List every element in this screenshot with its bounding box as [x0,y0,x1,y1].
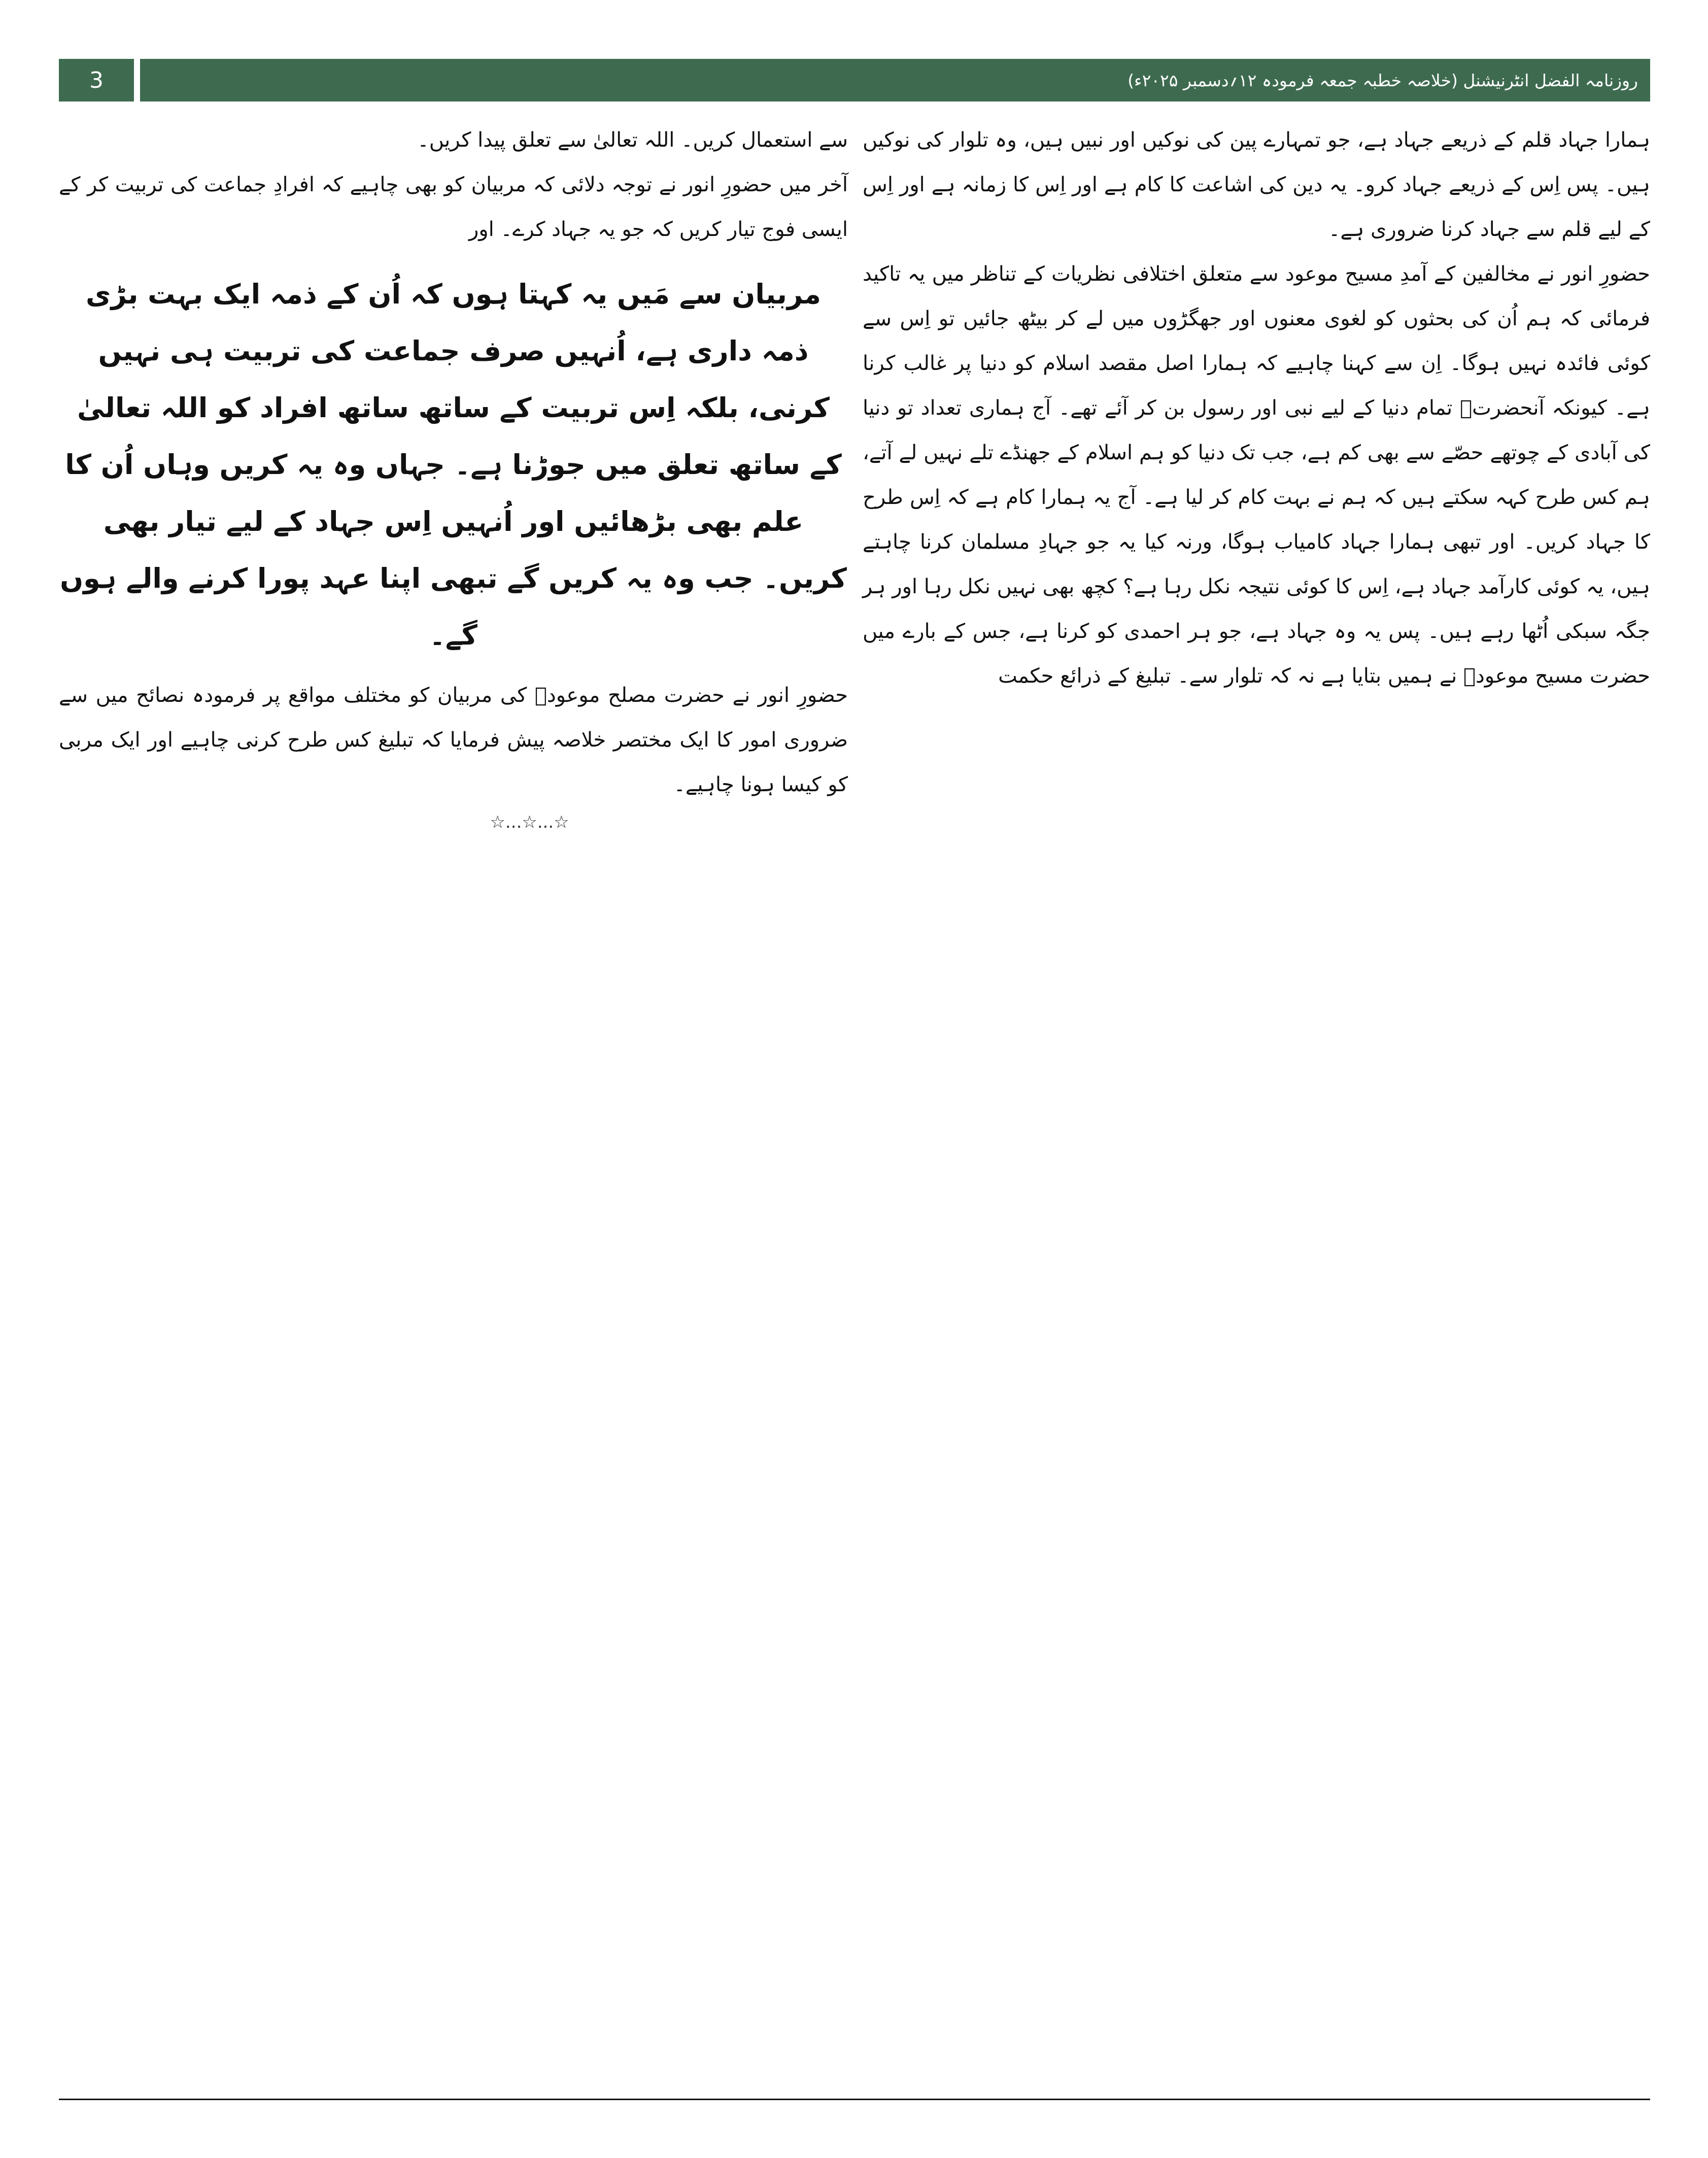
left-column [59,118,848,837]
footer-divider [59,2099,1650,2100]
right-column [863,118,1650,698]
highlighted-quote: مربیان سے مَیں یہ کہتا ہوں کہ اُن کے ذمہ ایک بہت بڑی ذمہ داری ہے، اُنہیں صرف جماعت کی تربیت ہی نہیں کرنی، بلکہ اِس تربیت کے ساتھ ساتھ افراد کو اللہ تعالیٰ کے ساتھ تعلق میں جوڑنا ہے۔ جہاں وہ یہ کریں وہاں اُن کا علم بھی بڑھائیں اور اُنہیں اِس جہاد کے لیے تیار بھی کریں۔ جب وہ یہ کریں گے تبھی اپنا عہد پورا کرنے والے ہوں گے۔ [60,278,847,651]
page-header [59,59,1650,102]
paragraph: ہمارا جہاد قلم کے ذریعے جہاد ہے، جو تمہارے پین کی نوکیں اور نبیں ہیں، وہ تلوار کی نوکیں ہیں۔ پس اِس کے ذریعے جہاد کرو۔ یہ دین کی اشاعت کا کام ہے اور اِس کا زمانہ ہے اور اِس کے لیے قلم سے جہاد کرنا ضروری ہے۔ [863,128,1650,241]
end-mark: ☆...☆...☆ [490,812,569,832]
newspaper-title: روزنامہ الفضل انٹرنیشنل (خلاصہ خطبہ جمعہ فرمودہ ۱۲؍دسمبر ۲۰۲۵ء) [140,59,1650,102]
paragraph: آخر میں حضورِ انور نے توجہ دلائی کہ مربیان کو بھی چاہیے کہ افرادِ جماعت کی تربیت کر کے ایسی فوج تیار کریں کہ جو یہ جہاد کرے۔ اور [59,173,848,241]
paragraph: حضورِ انور نے حضرت مصلح موعودؓ کی مربیان کو مختلف مواقع پر فرمودہ نصائح میں سے ضروری امور کا ایک مختصر خلاصہ پیش فرمایا کہ تبلیغ کس طرح کرنی چاہیے اور ایک مربی کو کیسا ہونا چاہیے۔ [59,684,848,796]
paragraph: حضورِ انور نے مخالفین کے آمدِ مسیح موعود سے متعلق اختلافی نظریات کے تناظر میں یہ تاکید فرمائی کہ ہم اُن کی بحثوں کو لغوی معنوں اور جھگڑوں میں لے کر بیٹھ جائیں تو اِس سے کوئی فائدہ نہیں ہوگا۔ اِن سے کہنا چاہیے کہ ہمارا اصل مقصد اسلام کو دنیا پر غالب کرنا ہے۔ کیونکہ آنحضرتؐ تمام دنیا کے لیے نبی اور رسول بن کر آئے تھے۔ آج ہماری تعداد تو دنیا کی آبادی کے چوتھے حصّے سے بھی کم ہے، جب تک دنیا کو ہم اسلام کے جھنڈے تلے نہیں لے آتے، ہم کس طرح کہہ سکتے ہیں کہ ہم نے بہت کام کر لیا ہے۔ آج یہ ہمارا کام ہے کہ اِس طرح کا جہاد کریں۔ اور تبھی ہمارا جہاد کامیاب ہوگا، ورنہ کیا یہ جو جہادِ مسلمان کرنا چاہتے ہیں، یہ کوئی کارآمد جہاد ہے، اِس کا کوئی نتیجہ نکل رہا ہے؟ کچھ بھی نہیں نکل رہا اور ہر جگہ سبکی اُٹھا رہے ہیں۔ پس یہ وہ جہاد ہے، جو ہر احمدی کو کرنا ہے، جس کے بارے میں حضرت مسیح موعودؑ نے ہمیں بتایا ہے نہ کہ تلوار سے۔ تبلیغ کے ذرائع حکمت [863,262,1650,688]
paragraph: سے استعمال کریں۔ اللہ تعالیٰ سے تعلق پیدا کریں۔ [417,128,848,152]
page-number: 3 [59,59,134,102]
